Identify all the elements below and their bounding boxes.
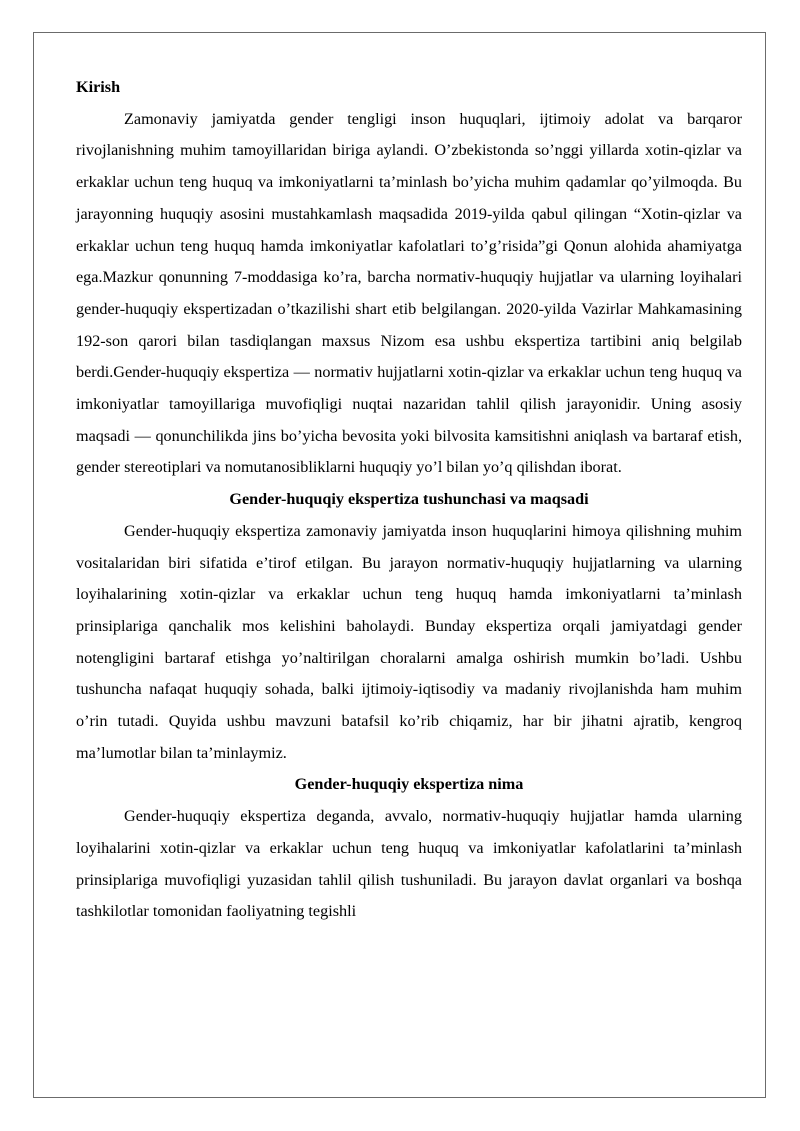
section-heading-concept: Gender-huquqiy ekspertiza tushunchasi va maqsadi <box>229 490 589 509</box>
concept-paragraph: Gender-huquqiy ekspertiza zamonaviy jamiyatda inson huquqlarini himoya qilishning muhim vositalaridan biri sifatida e’tirof etilgan. Bu jarayon normativ-huquqiy hujjatlarning va ularning loyihalarining xotin-qizlar va erkaklar uchun teng huquq hamda imkoniyatlarni ta’minlash prinsiplariga qanchalik mos kelishini baholaydi. Bunday ekspertiza orqali jamiyatdagi gender notengligini bartaraf etishga yo’naltirilgan choralarni amalga oshirish mumkin bo’ladi. Ushbu tushuncha nafaqat huquqiy sohada, balki ijtimoiy-iqtisodiy va madaniy rivojlanishda ham muhim o’rin tutadi. Quyida ushbu mavzuni batafsil ko’rib chiqamiz, har bir jihatni ajratib, kengroq ma’lumotlar bilan ta’minlaymiz. <box>76 521 742 762</box>
definition-paragraph: Gender-huquqiy ekspertiza deganda, avvalo, normativ-huquqiy hujjatlar hamda ularning loyihalarini xotin-qizlar va erkaklar uchun teng huquq va imkoniyatlar kafolatlarini ta’minlash prinsiplariga muvofiqligi yuzasidan tahlil qilish tushuniladi. Bu jarayon davlat organlari va boshqa tashkilotlar tomonidan faoliyatning tegishli <box>76 807 742 921</box>
intro-heading: Kirish <box>76 78 121 96</box>
intro-paragraph: Zamonaviy jamiyatda gender tengligi inson huquqlari, ijtimoiy adolat va barqaror rivojlanishning muhim tamoyillaridan biriga aylandi. O’zbekistonda so’nggi yillarda xotin-qizlar va erkaklar uchun teng huquq va imkoniyatlarni ta’minlash bo’yicha muhim qadamlar qo’yilmoqda. Bu jarayonning huquqiy asosini mustahkamlash maqsadida 2019-yilda qabul qilingan “Xotin-qizlar va erkaklar uchun teng huquq hamda imkoniyatlar kafolatlari to’g’risida”gi Qonun alohida ahamiyatga ega.Mazkur qonunning 7-moddasiga ko’ra, barcha normativ-huquqiy hujjatlar va ularning loyihalari gender-huquqiy ekspertizadan o’tkazilishi shart etib belgilangan. 2020-yilda Vazirlar Mahkamasining 192-son qarori bilan tasdiqlangan maxsus Nizom esa ushbu ekspertiza tartibini aniq belgilab berdi.Gender-huquqiy ekspertiza — normativ hujjatlarni xotin-qizlar va erkaklar uchun teng huquq va imkoniyatlar tamoyillariga muvofiqligi nuqtai nazaridan tahlil qilish jarayonidir. Uning asosiy maqsadi — qonunchilikda jins bo’yicha bevosita yoki bilvosita kamsitishni aniqlash va bartaraf etish, gender stereotiplari va nomutanosibliklarni huquqiy yo’l bilan yo’q qilishdan iborat. <box>76 109 742 477</box>
document-body <box>76 72 742 928</box>
section-heading-definition: Gender-huquqiy ekspertiza nima <box>294 775 524 794</box>
